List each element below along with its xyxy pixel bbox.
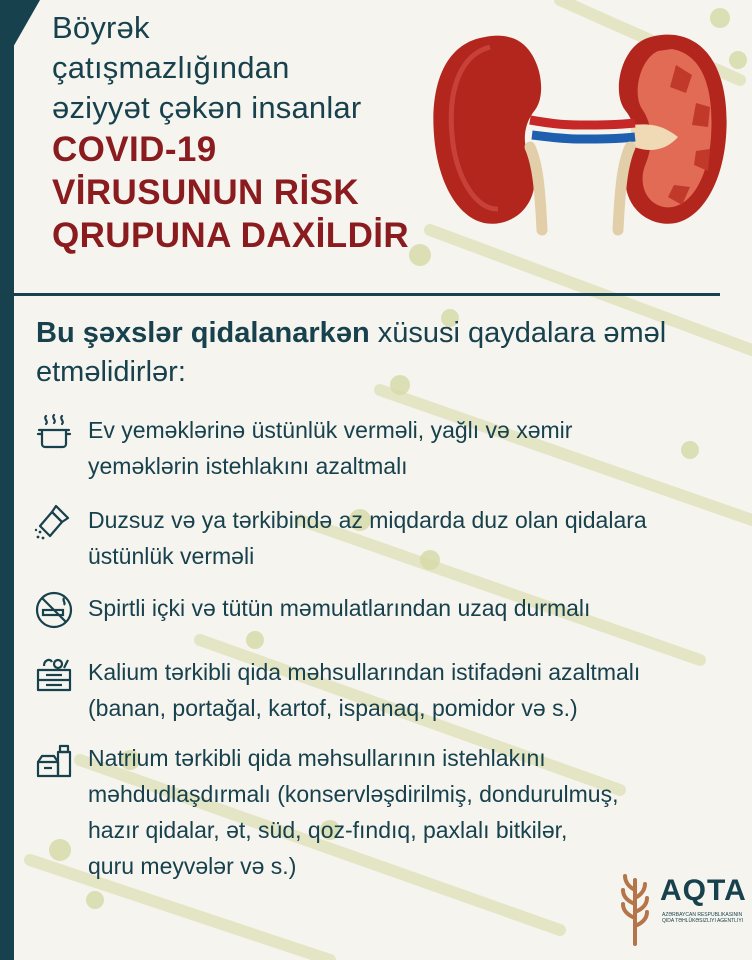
- wheat-logo-icon: [618, 870, 652, 946]
- intro-text: [36, 314, 726, 392]
- headline-line-3: əziyyət çəkən insanlar: [52, 90, 362, 125]
- headline-bold-2: VİRUSUNUN RİSK: [52, 173, 360, 212]
- intro-rest: xüsusi qaydalara əməl etməlidirlər:: [36, 317, 667, 388]
- intro-bold: Bu şəxslər qidalanarkən: [36, 317, 370, 349]
- headline-line-2: çatışmazlığından: [52, 50, 290, 85]
- logo-subtitle: AZƏRBAYCAN RESPUBLIKASININ QIDA TƏHLÜKƏSIZLIYI AGENTLIYI: [662, 912, 744, 924]
- list-item-text: Natrium tərkibli qida məhsullarının istehlakını məhdudlaşdırmalı (konservləşdirilmiş, dondurulmuş, hazır qidalar, ət, süd, qoz-fındıq, paxlalı bitkilər, quru meyvələr və s.): [88, 745, 619, 879]
- kidney-illustration: [430, 25, 730, 250]
- left-accent-bar: [0, 0, 14, 960]
- list-item-text: Spirtli içki və tütün məmulatlarından uzaq durmalı: [88, 595, 591, 621]
- grocery-icon: [34, 740, 74, 780]
- cooking-pot-icon: [34, 412, 74, 452]
- corner-triangle: [0, 0, 40, 70]
- headline-line-1: Böyrək: [52, 10, 150, 45]
- list-item-text: Duzsuz və ya tərkibində az miqdarda duz olan qidalara üstünlük verməli: [88, 507, 647, 569]
- no-smoking-icon: [34, 590, 74, 630]
- list-item-text: Kalium tərkibli qida məhsullarından istifadəni azaltmalı (banan, portağal, kartof, ispanaq, pomidor və s.): [88, 659, 641, 721]
- salt-shaker-icon: [34, 502, 74, 542]
- headline: [52, 8, 432, 257]
- headline-bold-3: QRUPUNA DAXİLDİR: [52, 216, 410, 255]
- headline-bold-1: COVID-19: [52, 130, 217, 169]
- vegetable-crate-icon: [34, 654, 74, 694]
- list-item-text: Ev yeməklərinə üstünlük verməli, yağlı və xəmir yeməklərin istehlakını azaltmalı: [88, 417, 573, 479]
- aqta-logo: [618, 862, 748, 952]
- section-divider: [14, 293, 720, 296]
- logo-name: AQTA: [660, 874, 747, 907]
